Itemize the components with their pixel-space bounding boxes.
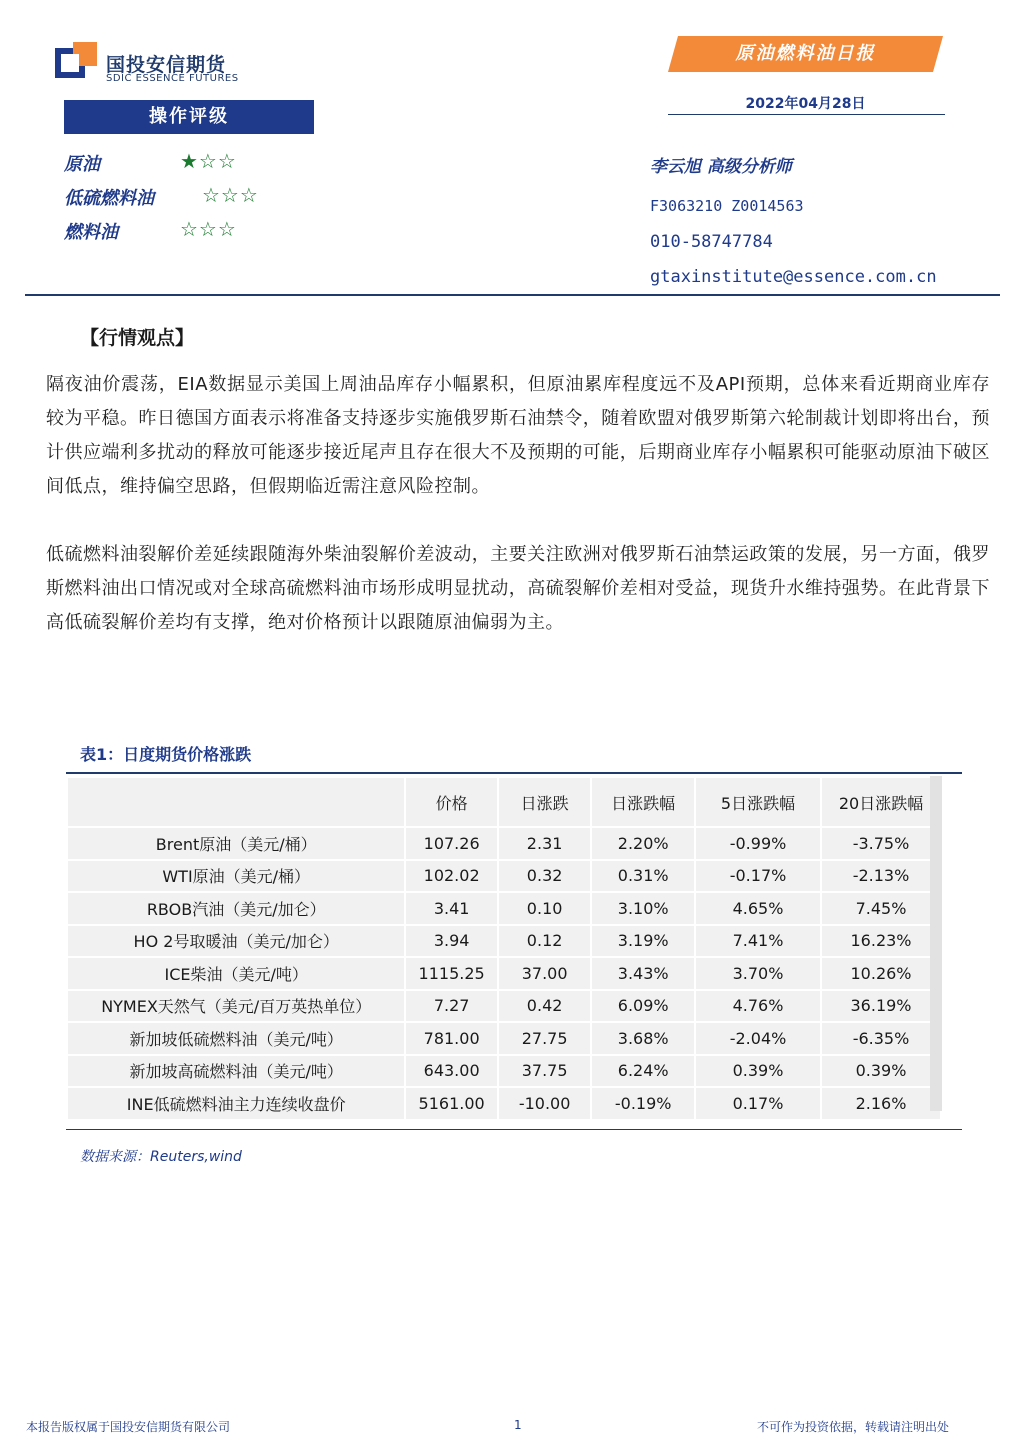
value-cell: 10.26%: [821, 957, 941, 990]
value-cell: 7.41%: [695, 925, 821, 958]
value-cell: 3.68%: [591, 1022, 695, 1055]
value-cell: 2.20%: [591, 827, 695, 860]
analyst-email[interactable]: gtaxinstitute@essence.com.cn: [650, 267, 937, 287]
value-cell: -6.35%: [821, 1022, 941, 1055]
value-cell: 27.75: [498, 1022, 591, 1055]
row-label-cell: Brent原油（美元/桶）: [67, 827, 405, 860]
table-row: [67, 1087, 941, 1120]
value-cell: 6.09%: [591, 990, 695, 1023]
paragraph-fuel-oil: 低硫燃料油裂解价差延续跟随海外柴油裂解价差波动，主要关注欧洲对俄罗斯石油禁运政策的发展，另一方面，俄罗斯燃料油出口情况或对全球高硫燃料油市场形成明显扰动，高硫裂解价差相对受益，现货升水维持强势。在此背景下高低硫裂解价差均有支撑，绝对价格预计以跟随原油偏弱为主。: [46, 544, 990, 633]
value-cell: 0.12: [498, 925, 591, 958]
date-divider: [668, 114, 945, 115]
table-row: [67, 892, 941, 925]
header-cell: 日涨跌: [498, 777, 591, 827]
section-title: 【行情观点】: [80, 327, 195, 349]
row-label-cell: HO 2号取暖油（美元/加仑）: [67, 925, 405, 958]
header-cell: 日涨跌幅: [591, 777, 695, 827]
value-cell: -2.13%: [821, 860, 941, 893]
value-cell: 7.27: [405, 990, 497, 1023]
page-number: 1: [514, 1418, 522, 1432]
value-cell: 3.43%: [591, 957, 695, 990]
value-cell: 1115.25: [405, 957, 497, 990]
value-cell: 3.41: [405, 892, 497, 925]
rating-header: 操作评级: [64, 100, 314, 134]
company-logo-icon: [55, 42, 97, 84]
header-cell: 20日涨跌幅: [821, 777, 941, 827]
value-cell: 0.10: [498, 892, 591, 925]
value-cell: 0.31%: [591, 860, 695, 893]
table-row: [67, 1055, 941, 1088]
row-label-cell: 新加坡低硫燃料油（美元/吨）: [67, 1022, 405, 1055]
table-row: [67, 957, 941, 990]
value-cell: 0.17%: [695, 1087, 821, 1120]
value-cell: 16.23%: [821, 925, 941, 958]
rating-name-fuel-oil: 燃料油: [64, 222, 118, 243]
table-row: [67, 860, 941, 893]
row-label-cell: RBOB汽油（美元/加仑）: [67, 892, 405, 925]
header-cell: 5日涨跌幅: [695, 777, 821, 827]
value-cell: -0.99%: [695, 827, 821, 860]
footer-disclaimer: 不可作为投资依据，转载请注明出处: [757, 1420, 950, 1434]
logo-name-cn: 国投安信期货: [106, 54, 227, 76]
value-cell: 107.26: [405, 827, 497, 860]
table-row: [67, 827, 941, 860]
header-cell: 价格: [405, 777, 497, 827]
report-date: 2022年04月28日: [745, 96, 866, 112]
value-cell: 0.42: [498, 990, 591, 1023]
rating-stars-fuel-oil: ☆☆☆: [180, 217, 237, 241]
table-header-row: [67, 777, 941, 827]
rating-stars-lsfo: ☆☆☆: [202, 183, 259, 207]
value-cell: 0.32: [498, 860, 591, 893]
price-table: [66, 776, 942, 1121]
value-cell: 36.19%: [821, 990, 941, 1023]
row-label-cell: ICE柴油（美元/吨）: [67, 957, 405, 990]
footer-copyright: 本报告版权属于国投安信期货有限公司: [26, 1420, 231, 1434]
value-cell: -0.17%: [695, 860, 821, 893]
value-cell: 3.94: [405, 925, 497, 958]
value-cell: 0.39%: [821, 1055, 941, 1088]
header-cell: [67, 777, 405, 827]
row-label-cell: WTI原油（美元/桶）: [67, 860, 405, 893]
value-cell: 781.00: [405, 1022, 497, 1055]
value-cell: 5161.00: [405, 1087, 497, 1120]
table-row: [67, 990, 941, 1023]
value-cell: 4.76%: [695, 990, 821, 1023]
table-title: 表1：日度期货价格涨跌: [80, 745, 252, 764]
table-row: [67, 925, 941, 958]
value-cell: 0.39%: [695, 1055, 821, 1088]
value-cell: 4.65%: [695, 892, 821, 925]
value-cell: 2.16%: [821, 1087, 941, 1120]
value-cell: 7.45%: [821, 892, 941, 925]
analyst-name: 李云旭 高级分析师: [650, 157, 792, 177]
table-top-rule: [66, 772, 962, 774]
paragraph-crude: 隔夜油价震荡，EIA数据显示美国上周油品库存小幅累积，但原油累库程度远不及API预期，总体来看近期商业库存较为平稳。昨日德国方面表示将准备支持逐步实施俄罗斯石油禁令，随着欧盟对俄罗斯第六轮制裁计划即将出台，预计供应端利多扰动的释放可能逐步接近尾声且存在很大不及预期的可能，后期商业库存小幅累积可能驱动原油下破区间低点，维持偏空思路，但假期临近需注意风险控制。: [46, 374, 990, 497]
value-cell: 3.70%: [695, 957, 821, 990]
report-title: 原油燃料油日报: [735, 43, 876, 64]
value-cell: -3.75%: [821, 827, 941, 860]
rating-name-crude: 原油: [64, 154, 100, 175]
value-cell: 2.31: [498, 827, 591, 860]
table-scrollbar[interactable]: [930, 776, 942, 1111]
value-cell: 3.19%: [591, 925, 695, 958]
table-row: [67, 1022, 941, 1055]
rating-stars-crude: ★☆☆: [180, 149, 237, 173]
logo-name-en: SDIC ESSENCE FUTURES: [106, 73, 239, 84]
row-label-cell: INE低硫燃料油主力连续收盘价: [67, 1087, 405, 1120]
value-cell: 37.75: [498, 1055, 591, 1088]
value-cell: 102.02: [405, 860, 497, 893]
value-cell: 6.24%: [591, 1055, 695, 1088]
header-divider: [25, 294, 1000, 296]
value-cell: 3.10%: [591, 892, 695, 925]
analyst-phone: 010-58747784: [650, 232, 773, 252]
data-source: 数据来源：Reuters,wind: [80, 1149, 242, 1165]
table-bottom-rule: [66, 1129, 962, 1130]
rating-name-lsfo: 低硫燃料油: [64, 188, 154, 209]
value-cell: 37.00: [498, 957, 591, 990]
value-cell: -0.19%: [591, 1087, 695, 1120]
row-label-cell: 新加坡高硫燃料油（美元/吨）: [67, 1055, 405, 1088]
value-cell: 643.00: [405, 1055, 497, 1088]
row-label-cell: NYMEX天然气（美元/百万英热单位）: [67, 990, 405, 1023]
value-cell: -10.00: [498, 1087, 591, 1120]
analyst-cert: F3063210 Z0014563: [650, 197, 804, 215]
value-cell: -2.04%: [695, 1022, 821, 1055]
